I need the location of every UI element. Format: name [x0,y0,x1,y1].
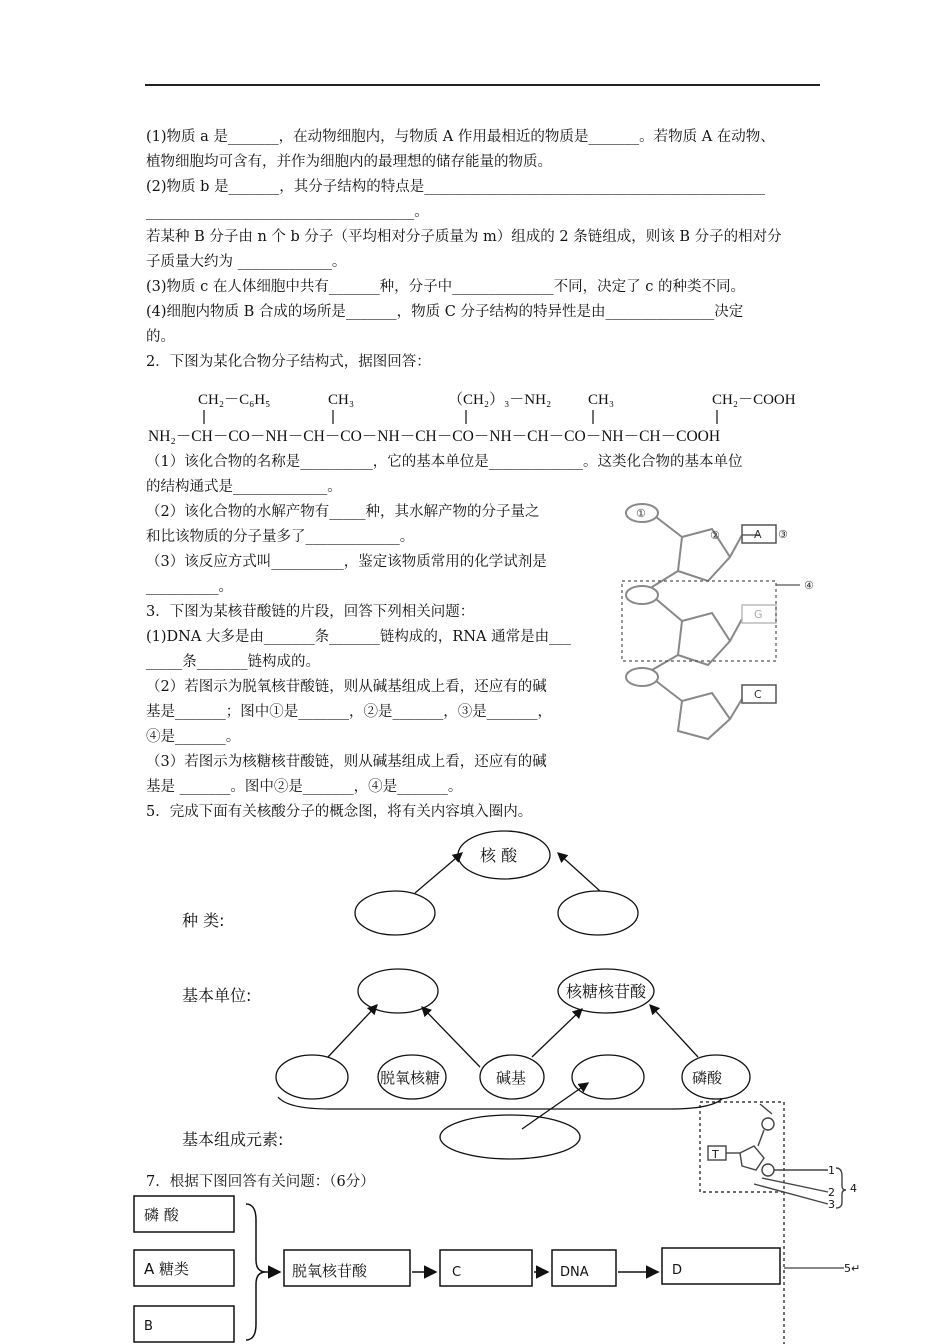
q1-part4-line2: 的。 [146,329,175,345]
box-sugar-a: A 糖类 [144,1260,190,1278]
q1-part2-line1: (2)物质 b 是_______，其分子结构的特点是_______________________________________________ [146,179,766,195]
header-rule [145,84,820,86]
label-1: ① [636,507,646,520]
q2-sub3-line2: __________。 [146,579,233,595]
box-phosphate: 磷 酸 [144,1206,179,1224]
q1-part2-line3: 若某种 B 分子由 n 个 b 分子（平均相对分子质量为 m）组成的 2 条链组成，则该 B 分子的相对分 [146,229,782,245]
row-label-element: 基本组成元素: [182,1130,284,1149]
flow-d: D [672,1263,683,1278]
q3-title: 3．下图为某核苷酸链的片段，回答下列相关问题： [146,604,475,620]
q2-sub2-line1: （2）该化合物的水解产物有_____种，其水解产物的分子量之 [146,504,540,520]
row-label-kind: 种 类: [182,911,225,930]
q1-part2-line4: 子质量大约为 _____________。 [146,254,347,270]
q1-part3: (3)物质 c 在人体细胞中共有_______种，分子中______________不同，决定了 c 的种类不同。 [146,279,745,295]
q3-sub3-line1: （3）若图示为核糖核苷酸链，则从碱基组成上看，还应有的碱 [146,754,547,770]
main-chain: NH₂－CH－CO－NH－CH－CO－NH－CH－CO－NH－CH－CO－NH－CH－COOH [148,428,721,445]
q3-sub2-line1: （2）若图示为脱氧核苷酸链，则从碱基组成上看，还应有的碱 [146,679,547,695]
q3-sub1-line2: _____条_______链构成的。 [146,654,320,670]
base-a: A [754,528,762,541]
base-c: C [754,688,762,701]
q3-sub2-line2: 基是_______；图中①是_______，②是_______，③是_______， [146,704,552,720]
row-label-unit: 基本单位: [182,986,252,1005]
peptide-structural-formula [140,382,820,452]
component-deoxyribose: 脱氧核糖 [380,1069,441,1087]
side-label-3: 3 [828,1198,835,1211]
base-g: G [754,608,763,621]
side-label-1: 1 [828,1164,835,1177]
q2-sub3-line1: （3）该反应方式叫__________，鉴定该物质常用的化学试剂是 [146,554,547,570]
box-b: B [144,1319,153,1334]
q1-part1-line2: 植物细胞均可含有，并作为细胞内的最理想的储存能量的物质。 [146,154,552,170]
side-label-5: 5↵ [844,1262,861,1275]
side-base-t: T [712,1148,719,1161]
q3-sub3-line2: 基是 _______。图中②是_______，④是_______。 [146,779,463,795]
q1-part2-line2: _____________________________________。 [146,204,429,220]
label-2: ② [710,529,720,542]
q3-sub2-line3: ④是_______。 [146,729,241,745]
q1-part4-line1: (4)细胞内物质 B 合成的场所是_______，物质 C 分子结构的特异性是由_______________决定 [146,304,744,320]
side-label-4: 4 [850,1182,857,1195]
component-base: 碱基 [496,1069,527,1087]
q2-sub1-line2: 的结构通式是_____________。 [146,479,342,495]
label-4: ④ [804,579,814,592]
nucleotide-chain-diagram [612,495,827,745]
side-chain-3: （CH₂）₃－NH₂ [448,392,552,408]
q7-title: 7．根据下图回答有关问题：（6分） [146,1174,375,1190]
flow-deoxynucleotide: 脱氧核苷酸 [292,1262,368,1280]
side-chain-4: CH₃ [588,392,615,408]
side-chain-1: CH₂－C₆H₅ [198,392,271,408]
side-label-2: 2 [828,1186,835,1199]
side-chain-2: CH₃ [328,392,355,408]
q2-sub1-line1: （1）该化合物的名称是__________，它的基本单位是_____________。这类化合物的基本单位 [146,454,743,470]
dna-composition-diagram [128,1100,870,1344]
q3-sub1-line1: (1)DNA 大多是由_______条_______链构成的，RNA 通常是由___ [146,629,571,645]
label-3: ③ [778,528,788,541]
q2-sub2-line2: 和比该物质的分子量多了_____________。 [146,529,415,545]
side-chain-5: CH₂－COOH [712,392,796,408]
q2-title: 2．下图为某化合物分子结构式，据图回答： [146,354,431,370]
top-node: 核 酸 [480,846,518,865]
component-phosphate: 磷酸 [692,1069,723,1087]
q5-title: 5．完成下面有关核酸分子的概念图，将有关内容填入圈内。 [146,804,533,820]
unit-node-right: 核糖核苷酸 [566,982,647,1001]
flow-c: C [452,1265,462,1280]
flow-dna: DNA [560,1265,589,1280]
q1-part1-line1: (1)物质 a 是_______，在动物细胞内，与物质 A 作用最相近的物质是_______。若物质 A 在动物、 [146,129,775,145]
